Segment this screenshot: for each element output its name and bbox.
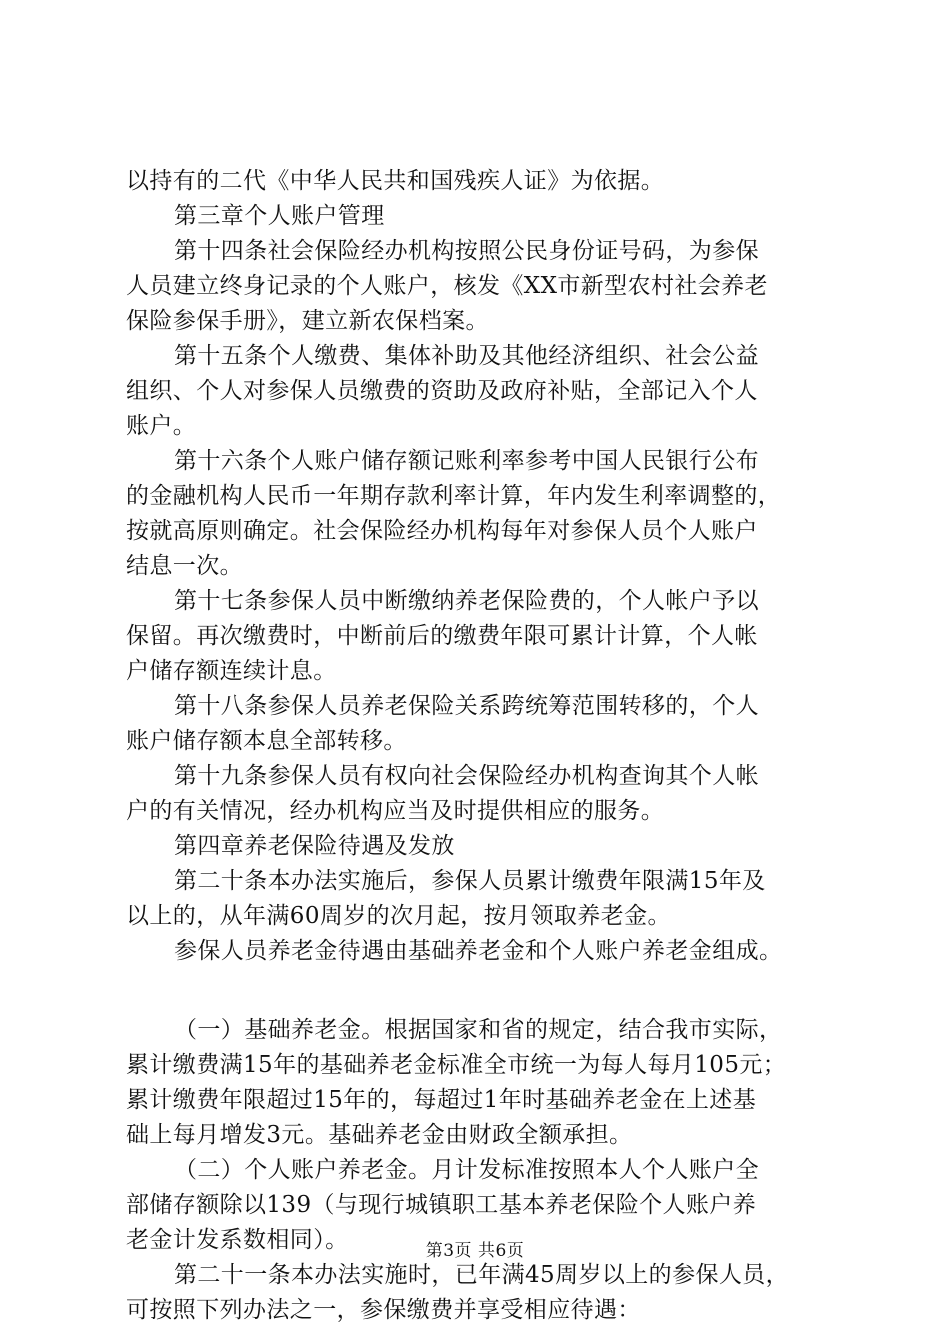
text-line: 础上每月增发3元。基础养老金由财政全额承担。 [126, 1122, 633, 1148]
article-16-line: 第十六条个人账户储存额记账利率参考中国人民银行公布 [174, 448, 759, 474]
article-20-line: 第二十条本办法实施后，参保人员累计缴费年限满15年及 [174, 868, 766, 894]
text-line: 保留。再次缴费时，中断前后的缴费年限可累计计算，个人帐 [126, 623, 758, 649]
page-number-footer: 第3页 共6页 [425, 1241, 525, 1261]
text-line: 账户。 [126, 413, 197, 439]
chapter-heading: 第三章个人账户管理 [174, 203, 385, 229]
text-line: 可按照下列办法之一，参保缴费并享受相应待遇： [126, 1297, 641, 1323]
article-19-line: 第十九条参保人员有权向社会保险经办机构查询其个人帐 [174, 763, 759, 789]
text-line: 以上的，从年满60周岁的次月起，按月领取养老金。 [126, 903, 671, 929]
text-line: 人员建立终身记录的个人账户，核发《XX市新型农村社会养老 [126, 273, 768, 299]
text-line: 按就高原则确定。社会保险经办机构每年对参保人员个人账户 [126, 518, 758, 544]
text-line: 参保人员养老金待遇由基础养老金和个人账户养老金组成。 [174, 938, 783, 964]
text-line: 以持有的二代《中华人民共和国残疾人证》为依据。 [126, 168, 665, 194]
text-line: 户的有关情况，经办机构应当及时提供相应的服务。 [126, 798, 665, 824]
article-21-line: 第二十一条本办法实施时，已年满45周岁以上的参保人员， [174, 1262, 790, 1288]
article-17-line: 第十七条参保人员中断缴纳养老保险费的，个人帐户予以 [174, 588, 759, 614]
item-2-line: （二）个人账户养老金。月计发标准按照本人个人账户全 [174, 1157, 759, 1183]
text-line: 保险参保手册》，建立新农保档案。 [126, 308, 489, 334]
document-body [126, 164, 846, 1328]
text-line: 账户储存额本息全部转移。 [126, 728, 407, 754]
text-line: 累计缴费年限超过15年的，每超过1年时基础养老金在上述基 [126, 1087, 757, 1113]
article-15-line: 第十五条个人缴费、集体补助及其他经济组织、社会公益 [174, 343, 759, 369]
text-line: 的金融机构人民币一年期存款利率计算，年内发生利率调整的， [126, 483, 782, 509]
chapter-heading: 第四章养老保险待遇及发放 [174, 833, 455, 859]
text-line: 组织、个人对参保人员缴费的资助及政府补贴，全部记入个人 [126, 378, 758, 404]
item-1-line: （一）基础养老金。根据国家和省的规定，结合我市实际， [174, 1017, 783, 1043]
text-line: 累计缴费满15年的基础养老金标准全市统一为每人每月105元； [126, 1052, 787, 1078]
text-line: 结息一次。 [126, 553, 243, 579]
text-line: 老金计发系数相同）。 [126, 1227, 349, 1253]
text-line: 户储存额连续计息。 [126, 658, 337, 684]
paragraph-gap [126, 969, 846, 1013]
article-14-line: 第十四条社会保险经办机构按照公民身份证号码，为参保 [174, 238, 759, 264]
article-18-line: 第十八条参保人员养老保险关系跨统筹范围转移的，个人 [174, 693, 759, 719]
text-line: 部储存额除以139（与现行城镇职工基本养老保险个人账户养 [126, 1192, 757, 1218]
